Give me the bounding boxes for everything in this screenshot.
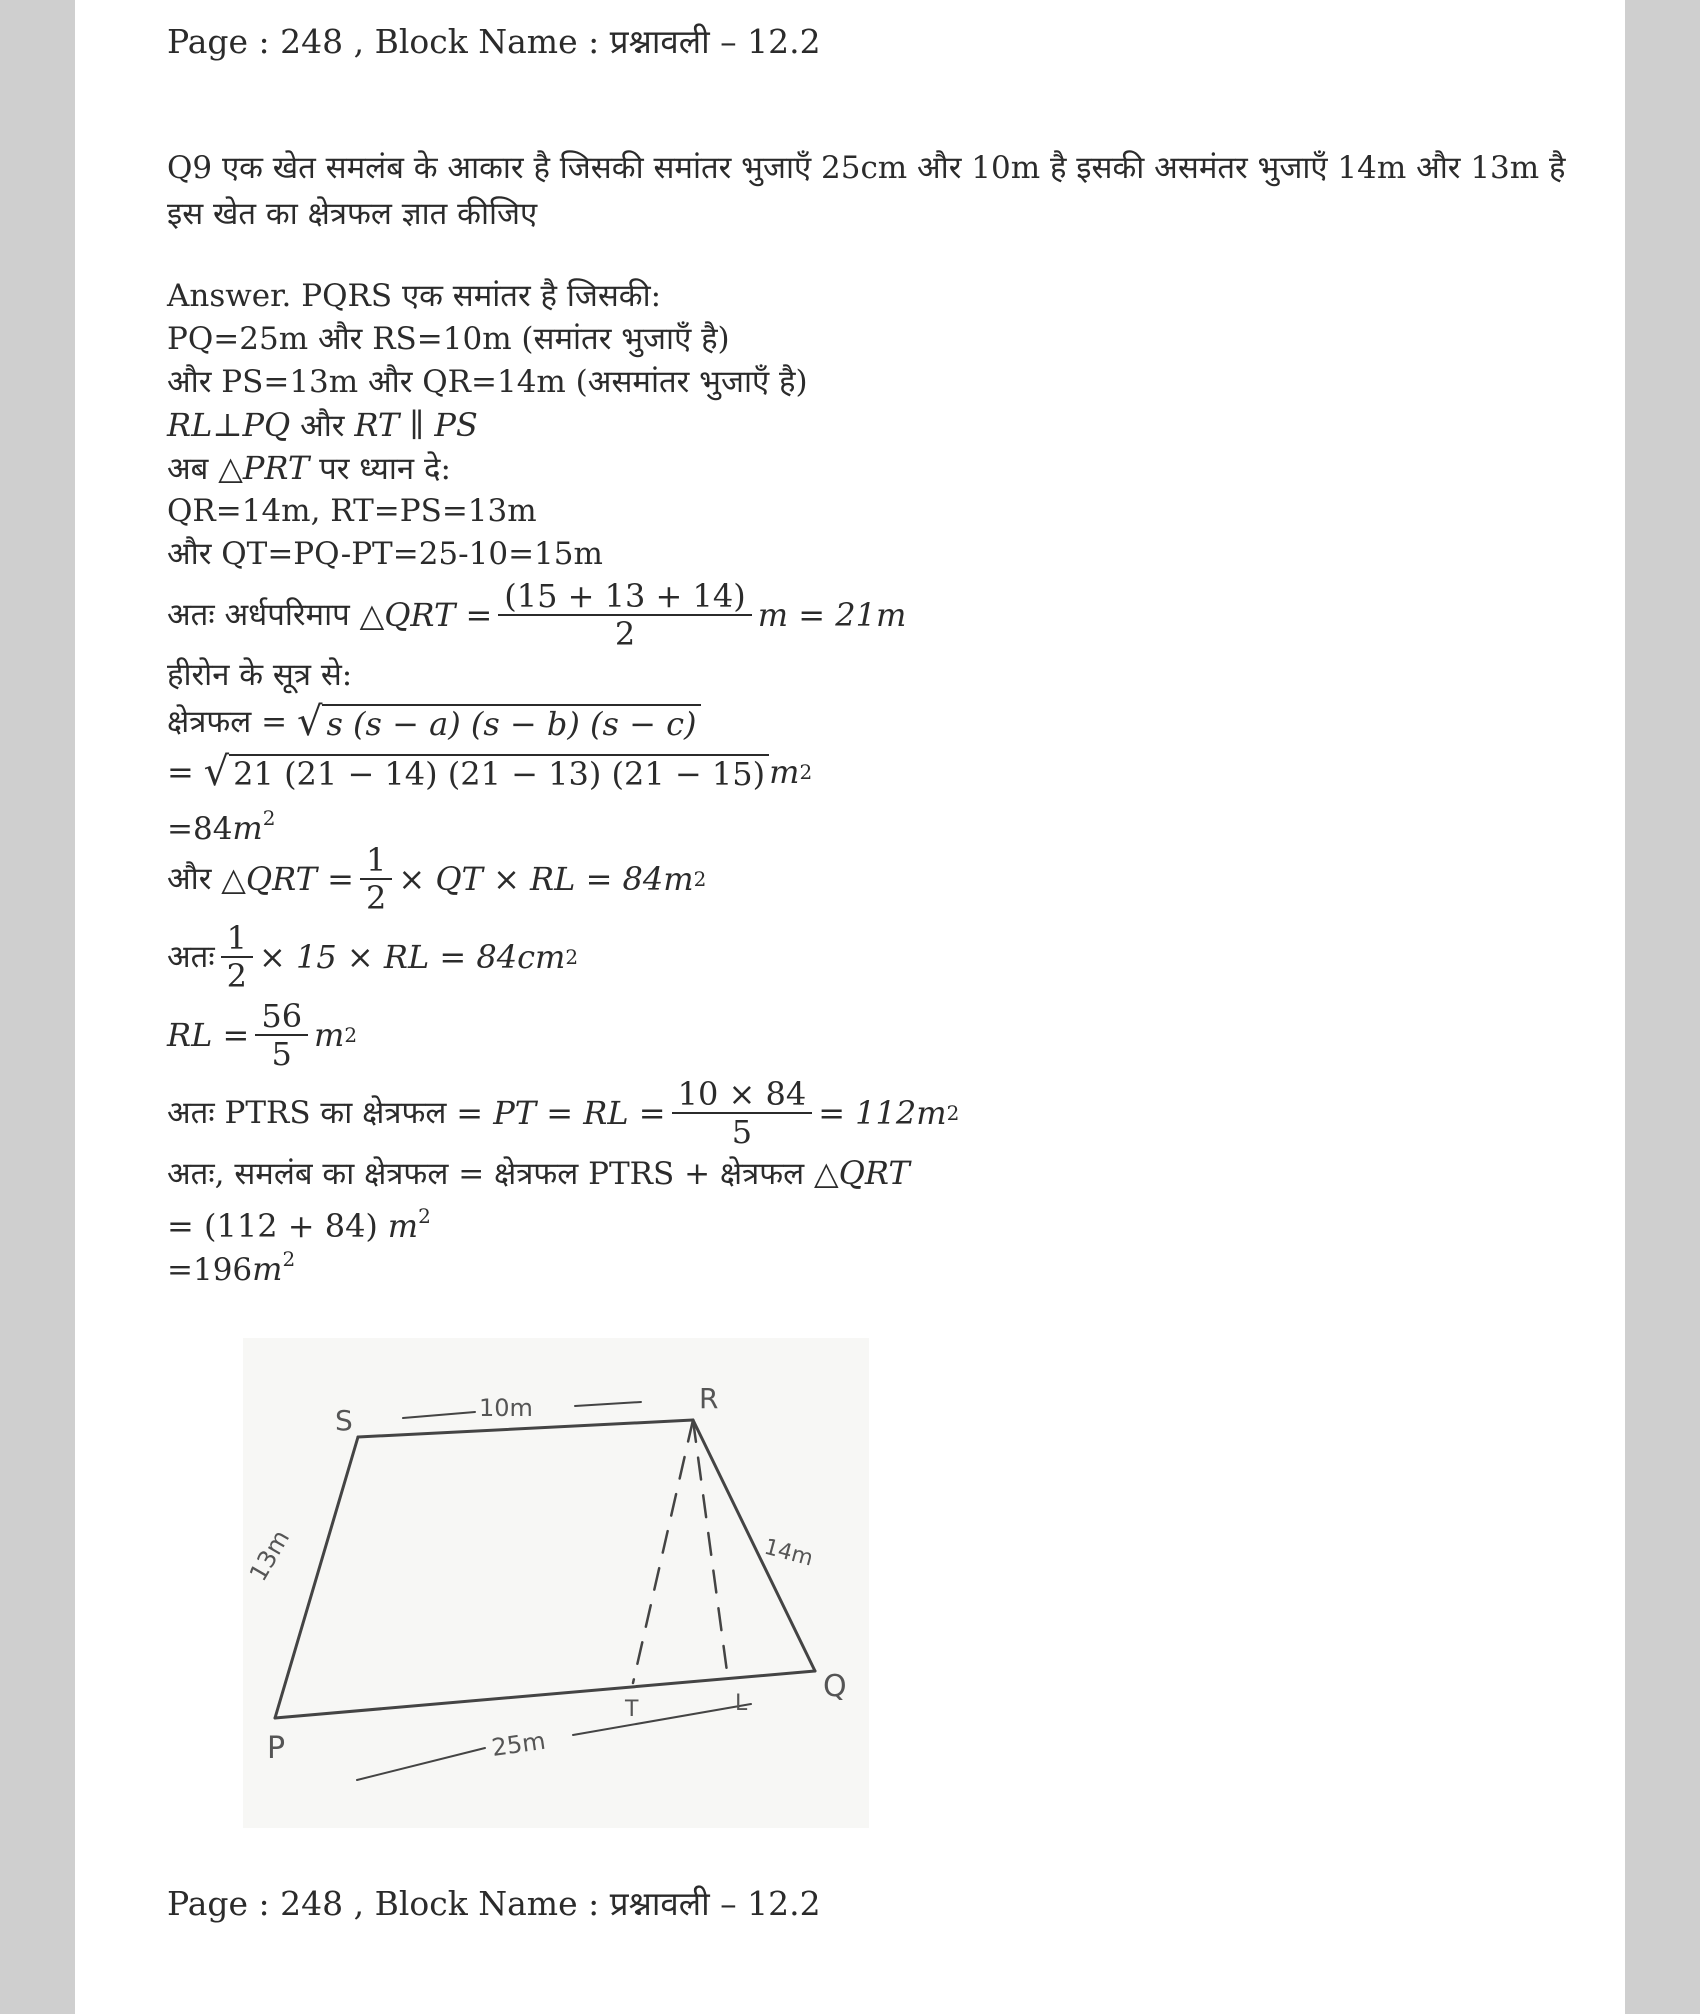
answer-line-6: QR=14m, RT=PS=13m: [167, 493, 537, 529]
area-qrt-line: [167, 840, 1267, 918]
unit-exponent: 2: [262, 806, 276, 830]
label-right-length: 14m: [761, 1534, 816, 1572]
math-pt-rl: = PT = RL =: [456, 1093, 666, 1132]
question-text: Q9 एक खेत समलंब के आकार है जिसकी समांतर भुजाएँ 25cm और 10m है इसकी असमंतर भुजाएँ 14m और 13m है इस खेत का क्षेत्रफल ज्ञात कीजिए: [167, 150, 1566, 232]
label-s: S: [335, 1404, 353, 1437]
sqrt-formula: [296, 699, 701, 745]
fraction-half: [360, 842, 392, 916]
rl-value-line: [167, 996, 1267, 1074]
answer-line-heron: हीरोन के सूत्र से:: [167, 657, 353, 693]
sqrt-sign: √: [296, 699, 323, 745]
math-result-21m: m = 21m: [757, 595, 907, 634]
text-and: और: [167, 860, 212, 897]
label-top-length: 10m: [479, 1394, 533, 1422]
fraction-denominator: 5: [731, 1113, 753, 1151]
text-focus: पर ध्यान दे:: [319, 451, 451, 487]
area-84-line: [167, 797, 1267, 847]
fraction-numerator: 10 × 84: [672, 1076, 813, 1114]
unit-exponent: 2: [282, 1247, 296, 1271]
document-page: [75, 0, 1625, 2014]
text-area-equals: क्षेत्रफल =: [167, 703, 288, 740]
dim-bottom-right: [573, 1704, 751, 1735]
sum-expression: = (112 + 84): [167, 1207, 378, 1245]
fraction-half: [221, 920, 253, 994]
fraction-56-5: [255, 998, 308, 1072]
label-q: Q: [823, 1669, 847, 1704]
dim-top-left: [403, 1412, 475, 1418]
fraction-semi-perimeter: [498, 578, 751, 652]
math-result-112: = 112m: [818, 1093, 947, 1132]
sqrt-substitution: [203, 749, 769, 795]
sum-line: [167, 1195, 1267, 1245]
label-l: L: [735, 1691, 748, 1716]
line-rt: [633, 1420, 693, 1683]
unit-exponent: 2: [565, 944, 579, 969]
page-header: Page : 248 , Block Name : प्रश्नावली – 12.2: [167, 22, 821, 61]
fraction-denominator: 2: [614, 615, 636, 653]
heron-substitution-line: [167, 747, 1267, 797]
sqrt-sign: √: [203, 749, 230, 795]
math-qt-rl-product: × QT × RL = 84m: [398, 859, 694, 898]
unit-exponent: 2: [693, 866, 707, 891]
rl-equation-line: [167, 918, 1267, 996]
text-ptrs-area: अतः PTRS का क्षेत्रफल: [167, 1094, 447, 1131]
math-rl-equation: × 15 × RL = 84cm: [258, 937, 566, 976]
answer-line-3: और PS=13m और QR=14m (असमांतर भुजाएँ है): [167, 364, 808, 400]
value-196: =196: [167, 1252, 253, 1288]
equals-sign: =: [167, 752, 194, 791]
text-therefore: अतः: [167, 938, 215, 975]
trapezium-area-line: [167, 1152, 1267, 1195]
answer-line-1: Answer. PQRS एक समांतर है जिसकी:: [167, 278, 662, 314]
unit-exponent: 2: [344, 1022, 358, 1047]
side-ps: [275, 1437, 358, 1718]
answer-line-5: [167, 447, 1267, 490]
heron-formula-line: [167, 697, 1267, 747]
label-t: T: [625, 1697, 639, 1722]
unit-m: m: [232, 809, 263, 847]
fraction-numerator: 1: [221, 920, 253, 958]
fraction-numerator: 1: [360, 842, 392, 880]
text-semi-perimeter: अतः अर्धपरिमाप: [167, 596, 350, 633]
unit-m: m: [252, 1250, 283, 1288]
page-footer: Page : 248 , Block Name : प्रश्नावली – 12.2: [167, 1884, 821, 1923]
dim-top-right: [575, 1402, 641, 1406]
text-ab: अब: [167, 451, 209, 487]
label-bottom-length: 25m: [489, 1726, 548, 1762]
heron-radicand: s (s − a) (s − b) (s − c): [322, 704, 700, 742]
trapezium-sketch: [243, 1338, 869, 1828]
semi-perimeter-line: [167, 576, 1267, 654]
label-left-length: 13m: [243, 1525, 296, 1586]
fraction-denominator: 2: [365, 879, 387, 917]
math-triangle-qrt: △QRT =: [359, 595, 493, 634]
fraction-numerator: (15 + 13 + 14): [498, 578, 751, 616]
unit-m: m: [314, 1015, 345, 1054]
unit-exponent: 2: [799, 759, 813, 784]
fraction-denominator: 2: [226, 957, 247, 995]
unit-m: m: [387, 1207, 419, 1245]
math-rl-perp-pq: RL⊥PQ: [167, 406, 291, 444]
fraction-numerator: 56: [255, 998, 308, 1036]
unit-exponent: 2: [418, 1204, 431, 1228]
substitution-radicand: 21 (21 − 14) (21 − 13) (21 − 15): [229, 754, 769, 792]
text-and: और: [300, 408, 345, 444]
side-qp: [275, 1671, 815, 1718]
answer-line-7: और QT=PQ-PT=25-10=15m: [167, 536, 603, 572]
label-p: P: [267, 1731, 286, 1766]
unit-m: m: [769, 752, 800, 791]
math-triangle-prt: △PRT: [218, 449, 310, 487]
math-triangle-qrt: △QRT =: [221, 859, 354, 898]
unit-exponent: 2: [946, 1100, 960, 1125]
label-r: R: [699, 1382, 719, 1415]
fraction-10x84-5: [672, 1076, 813, 1150]
math-triangle-qrt: △QRT: [814, 1154, 910, 1192]
answer-line-2: PQ=25m और RS=10m (समांतर भुजाएँ है): [167, 321, 730, 357]
ptrs-area-line: [167, 1074, 1267, 1152]
value-84: =84: [167, 811, 233, 847]
answer-line-4: [167, 404, 1267, 447]
dim-bottom-left: [357, 1748, 485, 1780]
fraction-denominator: 5: [271, 1035, 292, 1073]
side-sr: [358, 1420, 693, 1437]
math-rl-equals: RL =: [167, 1015, 250, 1054]
math-rt-parallel-ps: RT ∥ PS: [354, 406, 478, 444]
answer-block: [167, 275, 1267, 1288]
text-trapezium-area: अतः, समलंब का क्षेत्रफल = क्षेत्रफल PTRS + क्षेत्रफल: [167, 1156, 805, 1192]
